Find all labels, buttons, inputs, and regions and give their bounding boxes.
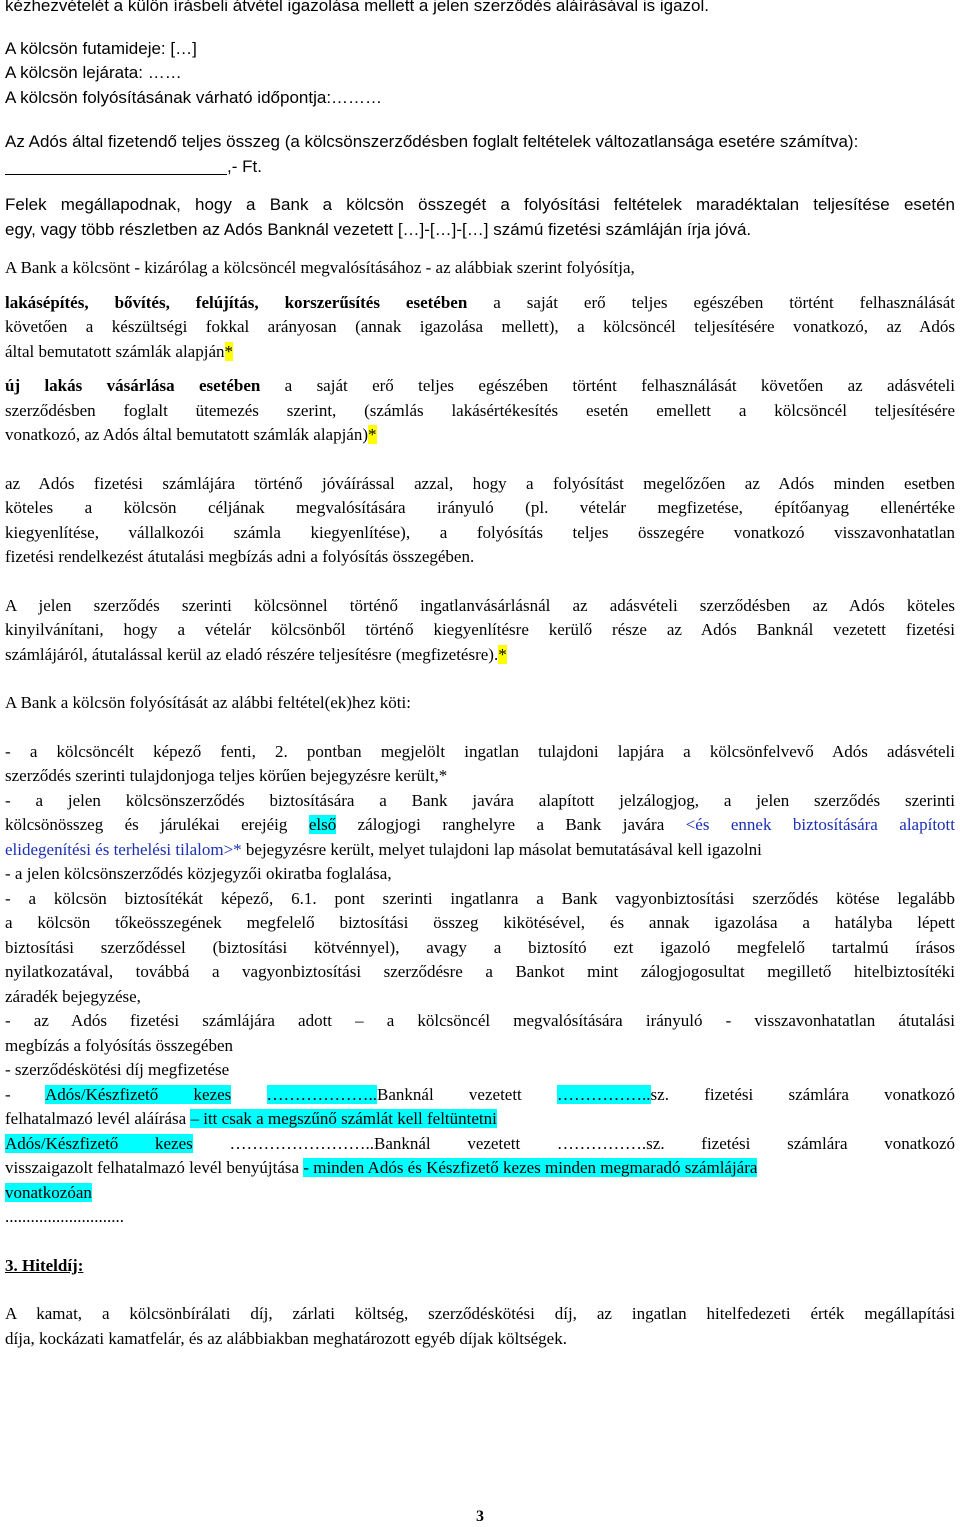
condition-1-line-2: szerződés szerinti tulajdonjoga teljes körűen bejegyzésre került,* xyxy=(5,766,448,785)
purchase-line-3: vonatkozó, az Adós által bemutatott számlák alapján)* xyxy=(5,425,377,444)
condition-7-line-1: - Adós/Készfizető kezes ………………..Banknál vezetett ……………..sz. fizetési számlára vonatkozó xyxy=(5,1084,955,1104)
star-highlight: * xyxy=(368,425,377,444)
hiteldij-line-2: díja, kockázati kamatfelár, és az alábbiakban meghatározott egyéb díjak költségek. xyxy=(5,1328,567,1348)
purchase-contract-line-2: kinyilvánítani, hogy a vételár kölcsönből történő kiegyenlítésre kerülő része az Adós Banknál vezetett fizetési xyxy=(5,620,955,639)
construction-line-3: által bemutatott számlák alapján* xyxy=(5,341,233,361)
felek-line-2: egy, vagy több részletben az Adós Banknál vezetett […]-[…]-[…] számú fizetési számláján írja jóvá. xyxy=(5,219,752,239)
condition-4-line-2: a kölcsön tőkeösszegének megfelelő biztosítási összeg kikötésével, és annak igazolása a hatályba lépett xyxy=(5,913,955,932)
felek-line-1: Felek megállapodnak, hogy a Bank a kölcsön összegét a folyósítási feltételek maradéktalan teljesítése esetén xyxy=(5,195,955,214)
condition-4-line-4: nyilatkozatával, továbbá a vagyonbiztosítási szerződésre a Bankot mint zálogjogosultat megillető hitelbiztosítéki xyxy=(5,962,955,981)
purchase-line-1: új lakás vásárlása esetében a saját erő teljes egészében történt felhasználását követően az adásvételi xyxy=(5,376,955,395)
total-amount-label: Az Adós által fizetendő teljes összeg (a kölcsönszerződésben foglalt feltételek változatlansága esetére számítva): xyxy=(5,132,859,151)
construction-line-1: lakásépítés, bővítés, felújítás, korszerűsítés esetében a saját erő teljes egészében történt felhasználását xyxy=(5,292,955,312)
purchase-contract-line-3: számlájáról, átutalással kerül az eladó részére teljesítésre (megfizetésre).* xyxy=(5,644,507,664)
conditions-intro: A Bank a kölcsön folyósítását az alábbi feltétel(ek)hez köti: xyxy=(5,693,411,712)
condition-5-line-2: megbízás a folyósítás összegében xyxy=(5,1035,234,1055)
total-amount-line: ,- Ft. xyxy=(5,155,955,180)
condition-1-line-1: - a kölcsöncélt képező fenti, 2. pontban megjelölt ingatlan tulajdoni lapjára a kölcsönfelvevő Adós adásvételi xyxy=(5,741,955,761)
document-page xyxy=(5,0,955,1351)
purchase-line-2: szerződésben foglalt ütemezés szerint, (számlás lakásértékesítés esetén emellett a kölcsöncél teljesítésére xyxy=(5,400,955,420)
condition-8-line-1: Adós/Készfizető kezes ……………………..Banknál vezetett …………….sz. fizetési számlára vonatkozó xyxy=(5,1133,956,1153)
section-title: 3. Hiteldíj: xyxy=(5,1255,84,1275)
bank-intro: A Bank a kölcsönt - kizárólag a kölcsöncél megvalósításához - az alábbiak szerint folyósítja, xyxy=(5,258,635,277)
ellipsis-line: ............................ xyxy=(5,1207,124,1226)
condition-3: - a jelen kölcsönszerződés közjegyzői okiratba foglalása, xyxy=(5,864,392,883)
elso-highlight: első xyxy=(308,815,337,834)
loan-term: A kölcsön futamideje: […] xyxy=(5,38,197,58)
loan-expiry: A kölcsön lejárata: …… xyxy=(5,63,182,82)
debtor-guarantor-highlight: Adós/Készfizető kezes xyxy=(44,1084,232,1104)
star-highlight: * xyxy=(224,341,233,361)
condition-5-line-1: - az Adós fizetési számlájára adott – a kölcsöncél megvalósítására irányuló - visszavonhatatlan átutalási xyxy=(5,1011,955,1030)
account-line-3: kiegyenlítése, vállalkozói számla kiegyenlítése), a folyósítás teljes összegére vonatkozó visszavonhatatlan xyxy=(5,522,955,542)
condition-4-line-1: - a kölcsön biztosítékát képező, 6.1. pont szerinti ingatlanra a Bank vagyonbiztosítási szerződés kötése legalább xyxy=(5,888,955,908)
condition-8-line-3: vonatkozóan xyxy=(5,1182,92,1202)
remaining-accounts-note: - minden Adós és Készfizető kezes minden megmaradó számlájára xyxy=(303,1158,758,1177)
condition-7-line-2: felhatalmazó levél aláírása – itt csak a megszűnő számlát kell feltüntetni xyxy=(5,1109,497,1128)
closing-account-note: – itt csak a megszűnő számlát kell feltüntetni xyxy=(190,1109,497,1128)
loan-disbursement-date: A kölcsön folyósításának várható időpontja:……… xyxy=(5,87,383,107)
purchase-contract-line-1: A jelen szerződés szerinti kölcsönnel történő ingatlanvásárlásnál az adásvételi szerződésben az Adós köteles xyxy=(5,595,955,615)
construction-line-2: követően a készültségi fokkal arányosan (annak igazolása mellett), a kölcsöncél teljesítésére vonatkozó, az Adós xyxy=(5,317,955,336)
condition-4-line-5: záradék bejegyzése, xyxy=(5,986,141,1006)
page-number: 3 xyxy=(476,1508,484,1525)
top-line: kézhezvételét a külön írásbeli átvétel igazolása mellett a jelen szerződés aláírásával is igazol. xyxy=(5,0,709,15)
condition-6: - szerződéskötési díj megfizetése xyxy=(5,1060,230,1079)
condition-8-line-2: visszaigazolt felhatalmazó levél benyújtása - minden Adós és Készfizető kezes minden megmaradó számlájára xyxy=(5,1158,758,1177)
condition-4-line-3: biztosítási szerződéssel (biztosítási kötvénnyel), avagy a biztosító ezt igazoló megfelelő tartalmú írásos xyxy=(5,937,955,957)
condition-2-line-2: kölcsönösszeg és járulékai erejéig első zálogjogi ranghelyre a Bank javára <és ennek biztosítására alapított xyxy=(5,815,955,834)
hiteldij-line-1: A kamat, a kölcsönbírálati díj, zárlati költség, szerződéskötési díj, az ingatlan hitelfedezeti érték megállapítási xyxy=(5,1304,955,1323)
account-line-4: fizetési rendelkezést átutalási megbízás adni a folyósítás összegében. xyxy=(5,547,475,566)
amount-blank xyxy=(5,158,227,175)
debtor-guarantor-highlight: Adós/Készfizető kezes xyxy=(5,1133,193,1153)
account-line-1: az Adós fizetési számlájára történő jóváírással azzal, hogy a folyósítást megelőzően az Adós minden esetben xyxy=(5,473,955,493)
star-highlight: * xyxy=(498,644,507,664)
account-line-2: köteles a kölcsön céljának megvalósítására irányuló (pl. vételár megfizetése, építőanyag ellenértéke xyxy=(5,498,955,517)
condition-2-line-1: - a jelen kölcsönszerződés biztosítására a Bank javára alapított jelzálogjog, a jelen szerződés szerinti xyxy=(5,790,955,810)
condition-2-line-3: elidegenítési és terhelési tilalom>* bejegyzésre került, melyet tulajdoni lap másolat bemutatásával kell igazolni xyxy=(5,839,762,859)
